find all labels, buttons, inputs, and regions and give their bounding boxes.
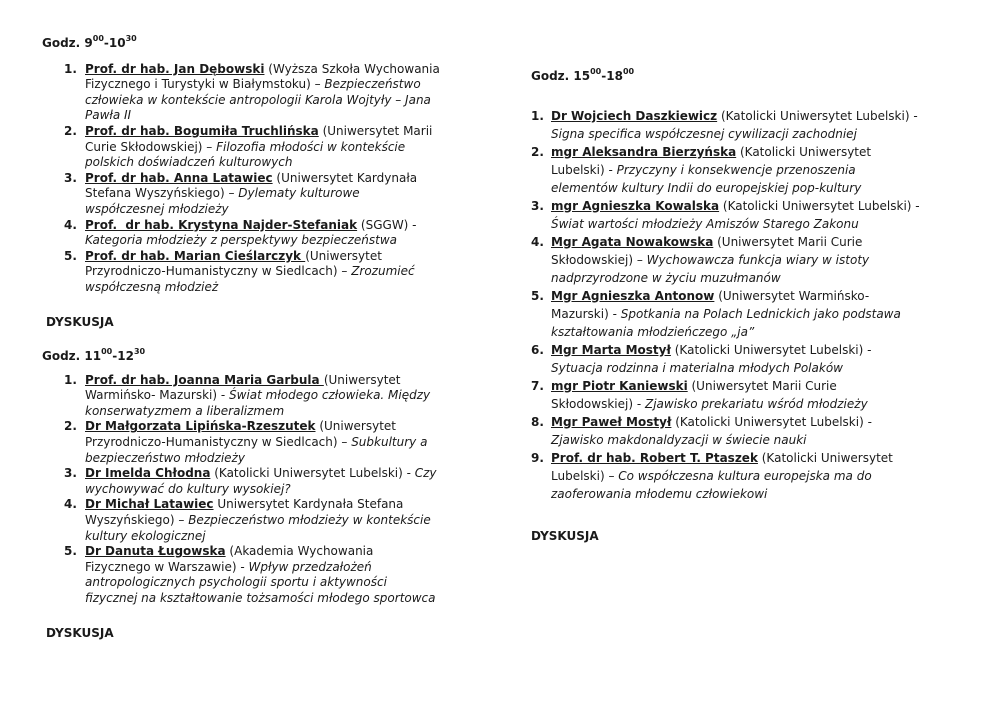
talk-item: 2. Prof. dr hab. Bogumiła Truchlińska (Uniwersytet Marii Curie Skłodowskiej) – Filozofia młodości w kontekście polskich doświadczeń kulturowych (64, 123, 433, 170)
talk-topic: Przyczyny i konsekwencje przenoszenia elementów kultury Indii do europejskiej pop-kultury (551, 162, 862, 195)
talk-topic: Co współczesna kultura europejska ma do zaoferowania młodemu człowiekowi (551, 468, 872, 501)
speaker-name: Mgr Marta Mostył (551, 342, 671, 357)
speaker-affiliation: (Uniwersytet Marii Curie Skłodowskiej) – (551, 234, 863, 267)
speaker-name: Prof. dr hab. Marian Cieślarczyk (85, 248, 306, 263)
discussion-label: DYSKUSJA (46, 625, 114, 640)
speaker-affiliation: (Uniwersytet Marii Curie Skłodowskiej) - (551, 378, 837, 411)
talk-topic: Zrozumieć współczesną młodzież (85, 264, 415, 294)
discussion-label: DYSKUSJA (46, 314, 114, 329)
speaker-affiliation: Uniwersytet Kardynała Stefana Wyszyńskiego) – (85, 497, 404, 528)
talk-list (64, 62, 442, 296)
talk-topic: Wychowawcza funkcja wiary w istoty nadprzyrodzone w życiu muzułmanów (551, 252, 870, 285)
right-column (531, 69, 921, 544)
speaker-name: Mgr Agnieszka Antonow (551, 288, 715, 303)
speaker-affiliation: (Katolicki Uniwersytet Lubelski) - (719, 198, 920, 213)
session-heading: Godz. $9^{00}-10^{30}$ (42, 34, 137, 50)
talk-item: 1. Prof. dr hab. Jan Dębowski (Wyższa Szkoła Wychowania Fizycznego i Turystyki w Białymstoku) – Bezpieczeństwo człowieka w kontekście antropologii Karola Wojtyły – Jana Pawła II (64, 61, 440, 123)
speaker-affiliation: (Katolicki Uniwersytet Lubelski) - (551, 144, 872, 177)
session-heading: Godz. $15^{00}-18^{00}$ (531, 67, 635, 83)
talk-topic: Subkultury a bezpieczeństwo młodzieży (85, 435, 428, 465)
talk-item: 2. mgr Aleksandra Bierzyńska (Katolicki Uniwersytet Lubelski) - Przyczyny i konsekwencje przenoszenia elementów kultury Indii do europejskiej pop-kultury (531, 144, 872, 195)
speaker-affiliation: (Uniwersytet Warmińsko- Mazurski) - (85, 372, 401, 403)
speaker-name: mgr Piotr Kaniewski (551, 378, 688, 393)
speaker-name: Dr Danuta Ługowska (85, 544, 226, 559)
speaker-affiliation: (Katolicki Uniwersytet Lubelski) - (670, 342, 872, 357)
speaker-name: Mgr Agata Nowakowska (551, 234, 714, 249)
talk-item: 7. mgr Piotr Kaniewski (Uniwersytet Marii Curie Skłodowskiej) - Zjawisko prekariatu wśród młodzieży (531, 378, 868, 411)
speaker-name: Prof. dr hab. Jan Dębowski (85, 61, 265, 76)
speaker-affiliation: (Uniwersytet Warmińsko-Mazurski) - (551, 288, 870, 321)
talk-list (531, 107, 921, 503)
talk-topic: Sytuacja rodzinna i materialna młodych Polaków (551, 360, 843, 375)
speaker-name: Dr Wojciech Daszkiewicz (551, 108, 718, 123)
talk-topic: Zjawisko makdonaldyzacji w świecie nauki (551, 432, 807, 447)
talk-topic: Zjawisko prekariatu wśród młodzieży (644, 396, 868, 411)
speaker-name: Dr Małgorzata Lipińska-Rzeszutek (85, 419, 316, 434)
talk-item: 6. Mgr Marta Mostył (Katolicki Uniwersytet Lubelski) - Sytuacja rodzinna i materialna młodych Polaków (531, 342, 872, 375)
talk-topic: Świat wartości młodzieży Amiszów Starego Zakonu (551, 216, 859, 231)
speaker-affiliation: (Katolicki Uniwersytet Lubelski) - (717, 108, 918, 123)
discussion-label: DYSKUSJA (531, 528, 599, 543)
speaker-name: Prof. dr hab. Joanna Maria Garbula (85, 372, 324, 387)
talk-list (64, 373, 442, 607)
talk-item: 4. Mgr Agata Nowakowska (Uniwersytet Marii Curie Skłodowskiej) – Wychowawcza funkcja wiary w istoty nadprzyrodzone w życiu muzułmanów (531, 234, 870, 285)
talk-item: 5. Dr Danuta Ługowska (Akademia Wychowania Fizycznego w Warszawie) - Wpływ przedzałożeń antropologicznych psychologii sportu i aktywności fizycznej na kształtowanie tożsamości młodego sportowca (64, 544, 436, 605)
talk-topic: Filozofia młodości w kontekście polskich doświadczeń kulturowych (85, 139, 406, 170)
speaker-name: Prof. dr hab. Krystyna Najder-Stefaniak (85, 217, 358, 232)
talk-item: 1. Prof. dr hab. Joanna Maria Garbula (Uniwersytet Warmińsko- Mazurski) - Świat młodego człowieka. Między konserwatyzmem a liberalizmem (64, 372, 431, 418)
talk-topic: Dylematy kulturowe współczesnej młodzieży (85, 186, 360, 216)
talk-item: 3. Prof. dr hab. Anna Latawiec (Uniwersytet Kardynała Stefana Wyszyńskiego) – Dylematy kulturowe współczesnej młodzieży (64, 170, 418, 216)
talk-topic: Kategoria młodzieży z perspektywy bezpieczeństwa (85, 233, 398, 248)
speaker-name: mgr Agnieszka Kowalska (551, 198, 720, 213)
talk-topic: Bezpieczeństwo młodzieży w kontekście kultury ekologicznej (85, 513, 431, 543)
speaker-affiliation: (Katolicki Uniwersytet Lubelski) - (671, 414, 872, 429)
speaker-affiliation: (Akademia Wychowania Fizycznego w Warszawie) - (85, 544, 374, 574)
speaker-name: Prof. dr hab. Bogumiła Truchlińska (85, 123, 319, 138)
session-heading: Godz. $11^{00}-12^{30}$ (42, 347, 146, 364)
talk-item: 5. Mgr Agnieszka Antonow (Uniwersytet Warmińsko-Mazurski) - Spotkania na Polach Lednickich jako podstawa kształtowania młodzieńczego „ja” (531, 288, 901, 339)
talk-item: 3. Dr Imelda Chłodna (Katolicki Uniwersytet Lubelski) - Czy wychowywać do kultury wysokiej? (64, 466, 437, 496)
speaker-name: Mgr Paweł Mostył (551, 414, 672, 429)
left-column (42, 36, 442, 641)
speaker-affiliation: (Uniwersytet Kardynała Stefana Wyszyńskiego) – (85, 170, 418, 201)
talk-topic: Świat młodego człowieka. Między konserwatyzmem a liberalizmem (85, 388, 431, 418)
speaker-affiliation: (Uniwersytet Marii Curie Skłodowskiej) – (85, 123, 433, 154)
speaker-name: Dr Michał Latawiec (85, 497, 214, 512)
speaker-name: Prof. dr hab. Anna Latawiec (85, 170, 273, 185)
speaker-affiliation: (Katolicki Uniwersytet Lubelski) - (210, 466, 415, 481)
speaker-name: Dr Imelda Chłodna (85, 466, 211, 481)
talk-item: 8. Mgr Paweł Mostył (Katolicki Uniwersytet Lubelski) - Zjawisko makdonaldyzacji w świecie nauki (531, 414, 872, 447)
talk-item: 4. Dr Michał Latawiec Uniwersytet Kardynała Stefana Wyszyńskiego) – Bezpieczeństwo młodzieży w kontekście kultury ekologicznej (64, 497, 431, 543)
talk-item: 1. Dr Wojciech Daszkiewicz (Katolicki Uniwersytet Lubelski) - Signa specifica współczesnej cywilizacji zachodniej (531, 108, 918, 141)
talk-topic: Signa specifica współczesnej cywilizacji zachodniej (551, 126, 857, 141)
talk-item: 5. Prof. dr hab. Marian Cieślarczyk (Uniwersytet Przyrodniczo-Humanistyczny w Siedlcach) – Zrozumieć współczesną młodzież (64, 248, 415, 294)
talk-topic: Bezpieczeństwo człowieka w kontekście antropologii Karola Wojtyły – Jana Pawła II (85, 77, 431, 123)
speaker-affiliation: (Wyższa Szkoła Wychowania Fizycznego i Turystyki w Białymstoku) – (85, 61, 440, 92)
speaker-affiliation: (Katolicki Uniwersytet Lubelski) – (551, 450, 893, 483)
talk-item: 4. Prof. dr hab. Krystyna Najder-Stefaniak (SGGW) - Kategoria młodzieży z perspektywy bezpieczeństwa (64, 217, 417, 248)
speaker-affiliation: (SGGW) - (357, 217, 417, 232)
speaker-affiliation: (Uniwersytet Przyrodniczo-Humanistyczny w Siedlcach) – (85, 248, 382, 279)
talk-topic: Spotkania na Polach Lednickich jako podstawa kształtowania młodzieńczego „ja” (551, 306, 901, 339)
speaker-name: mgr Aleksandra Bierzyńska (551, 144, 737, 159)
talk-item: 2. Dr Małgorzata Lipińska-Rzeszutek (Uniwersytet Przyrodniczo-Humanistyczny w Siedlcach) – Subkultury a bezpieczeństwo młodzieży (64, 419, 428, 465)
talk-item: 3. mgr Agnieszka Kowalska (Katolicki Uniwersytet Lubelski) - Świat wartości młodzieży Amiszów Starego Zakonu (531, 198, 920, 231)
talk-topic: Wpływ przedzałożeń antropologicznych psychologii sportu i aktywności fizycznej na kształtowanie tożsamości młodego sportowca (85, 559, 436, 605)
speaker-name: Prof. dr hab. Robert T. Ptaszek (551, 450, 758, 465)
talk-topic: Czy wychowywać do kultury wysokiej? (85, 466, 437, 496)
talk-item: 9. Prof. dr hab. Robert T. Ptaszek (Katolicki Uniwersytet Lubelski) – Co współczesna kultura europejska ma do zaoferowania młodemu człowiekowi (531, 450, 893, 501)
speaker-affiliation: (Uniwersytet Przyrodniczo-Humanistyczny w Siedlcach) – (85, 419, 396, 450)
